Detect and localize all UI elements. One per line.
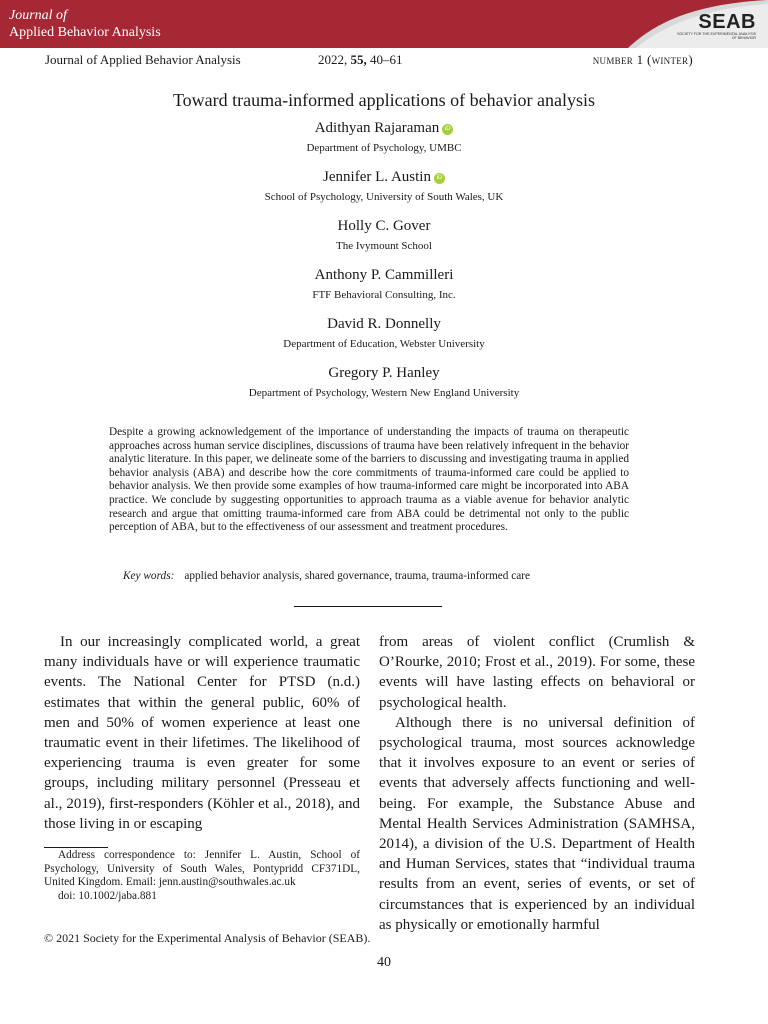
keywords-label: Key words: — [123, 570, 175, 582]
body-paragraph: In our increasingly complicated world, a great many individuals have or will experience traumatic events. The National Center for PTSD (n.d.) estimates that within the general public, 60% of men and 50% of women experience at least one traumatic event in their lifetimes. The likelihood of experiencing trauma is even greater for some groups, including military personnel (Presseau et al., 2019), first-responders (Köhler et al., 2018), and those living in or escaping — [44, 634, 360, 832]
author-name: Gregory P. Hanley — [328, 365, 440, 381]
body-paragraph: from areas of violent conflict (Crumlish & O’Rourke, 2010; Frost et al., 2019). For some, these events will have lasting effects on behavioral or psychological health. — [379, 634, 695, 711]
author-name — [0, 118, 768, 138]
page-number: 40 — [377, 955, 391, 970]
keywords — [123, 570, 530, 582]
journal-banner — [0, 0, 768, 48]
seab-logo-subtext: SOCIETY FOR THE EXPERIMENTAL ANALYSIS OF BEHAVIOR — [677, 32, 756, 40]
journal-name-line2: Applied Behavior Analysis — [9, 25, 161, 40]
body-column-right — [379, 632, 695, 935]
body-paragraph: Although there is no universal definition of psychological trauma, most sources acknowledge that it involves exposure to an event or series of events that adversely affects functioning and well-being. For example, the Substance Abuse and Mental Health Services Administration (SAMHSA, 2014), a division of the U.S. Department of Health and Human Services, states that “individual trauma results from an event, series of events, or set of circumstances that is experienced by an individual as physically or emotionally harmful — [379, 714, 695, 933]
author-block — [0, 167, 768, 216]
author-block — [0, 216, 768, 265]
running-head-journal: Journal of Applied Behavior Analysis — [45, 52, 241, 67]
abstract: Despite a growing acknowledgement of the importance of understanding the impacts of trauma on therapeutic approaches across human service disciplines, discussions of trauma have been relatively infrequent in the behavior analytic literature. In this paper, we delineate some of the barriers to discussing and investigating trauma in applied behavior analysis (ABA) and describe how the core commitments of trauma-informed care could be applied to behavior analysis. We then provide some examples of how trauma-informed care might be incorporated into ABA practice. We conclude by suggesting opportunities to approach trauma as a viable avenue for behavior analytic research and argue that omitting trauma-informed care from ABA could be detrimental not only to the public perception of ABA, but to the effectiveness of our assessment and treatment procedures. — [109, 426, 629, 534]
orcid-icon[interactable]: iD — [434, 173, 445, 184]
author-name: Anthony P. Cammilleri — [314, 267, 454, 283]
running-head-citation — [318, 52, 403, 68]
keywords-text: applied behavior analysis, shared governance, trauma, trauma-informed care — [184, 570, 531, 582]
author-affiliation: Department of Education, Webster University — [283, 338, 485, 350]
copyright: © 2021 Society for the Experimental Analysis of Behavior (SEAB). — [44, 931, 371, 945]
article-title: Toward trauma-informed applications of behavior analysis — [172, 90, 596, 110]
footnote — [44, 849, 360, 903]
author-affiliation: School of Psychology, University of South Wales, UK — [264, 191, 504, 203]
orcid-icon[interactable]: iD — [442, 124, 453, 135]
author-name-text: Jennifer L. Austin — [323, 169, 431, 185]
author-name-text: Adithyan Rajaraman — [314, 120, 440, 136]
seab-logo-word: SEAB — [698, 11, 756, 33]
correspondence-note: Address correspondence to: Jennifer L. Austin, School of Psychology, University of South Wales, Pontypridd CF371DL, United Kingdom. Email: jenn.austin@southwales.ac.uk — [44, 849, 360, 889]
author-block — [0, 118, 768, 167]
running-head-issue: number 1 (winter) — [592, 52, 693, 67]
author-affiliation: Department of Psychology, UMBC — [306, 142, 462, 154]
running-head — [0, 52, 768, 70]
footnote-rule — [44, 847, 108, 848]
seab-logo[interactable] — [676, 12, 756, 40]
author-list — [0, 118, 768, 412]
doi[interactable]: doi: 10.1002/jaba.881 — [58, 889, 157, 902]
author-name: Holly C. Gover — [337, 218, 431, 234]
running-head-volume: 55, — [350, 52, 367, 67]
journal-name-line1: Journal of — [9, 8, 67, 23]
author-block — [0, 363, 768, 412]
author-name: David R. Donnelly — [327, 316, 441, 332]
section-divider — [294, 606, 442, 607]
journal-name — [9, 7, 161, 41]
author-affiliation: The Ivymount School — [336, 240, 432, 252]
body-column-left — [44, 632, 360, 834]
author-block — [0, 314, 768, 363]
author-block — [0, 265, 768, 314]
running-head-year: 2022, — [318, 52, 348, 67]
running-head-pages: 40–61 — [370, 52, 403, 67]
author-affiliation: Department of Psychology, Western New England University — [248, 387, 520, 399]
author-name — [0, 167, 768, 187]
author-affiliation: FTF Behavioral Consulting, Inc. — [312, 289, 456, 301]
